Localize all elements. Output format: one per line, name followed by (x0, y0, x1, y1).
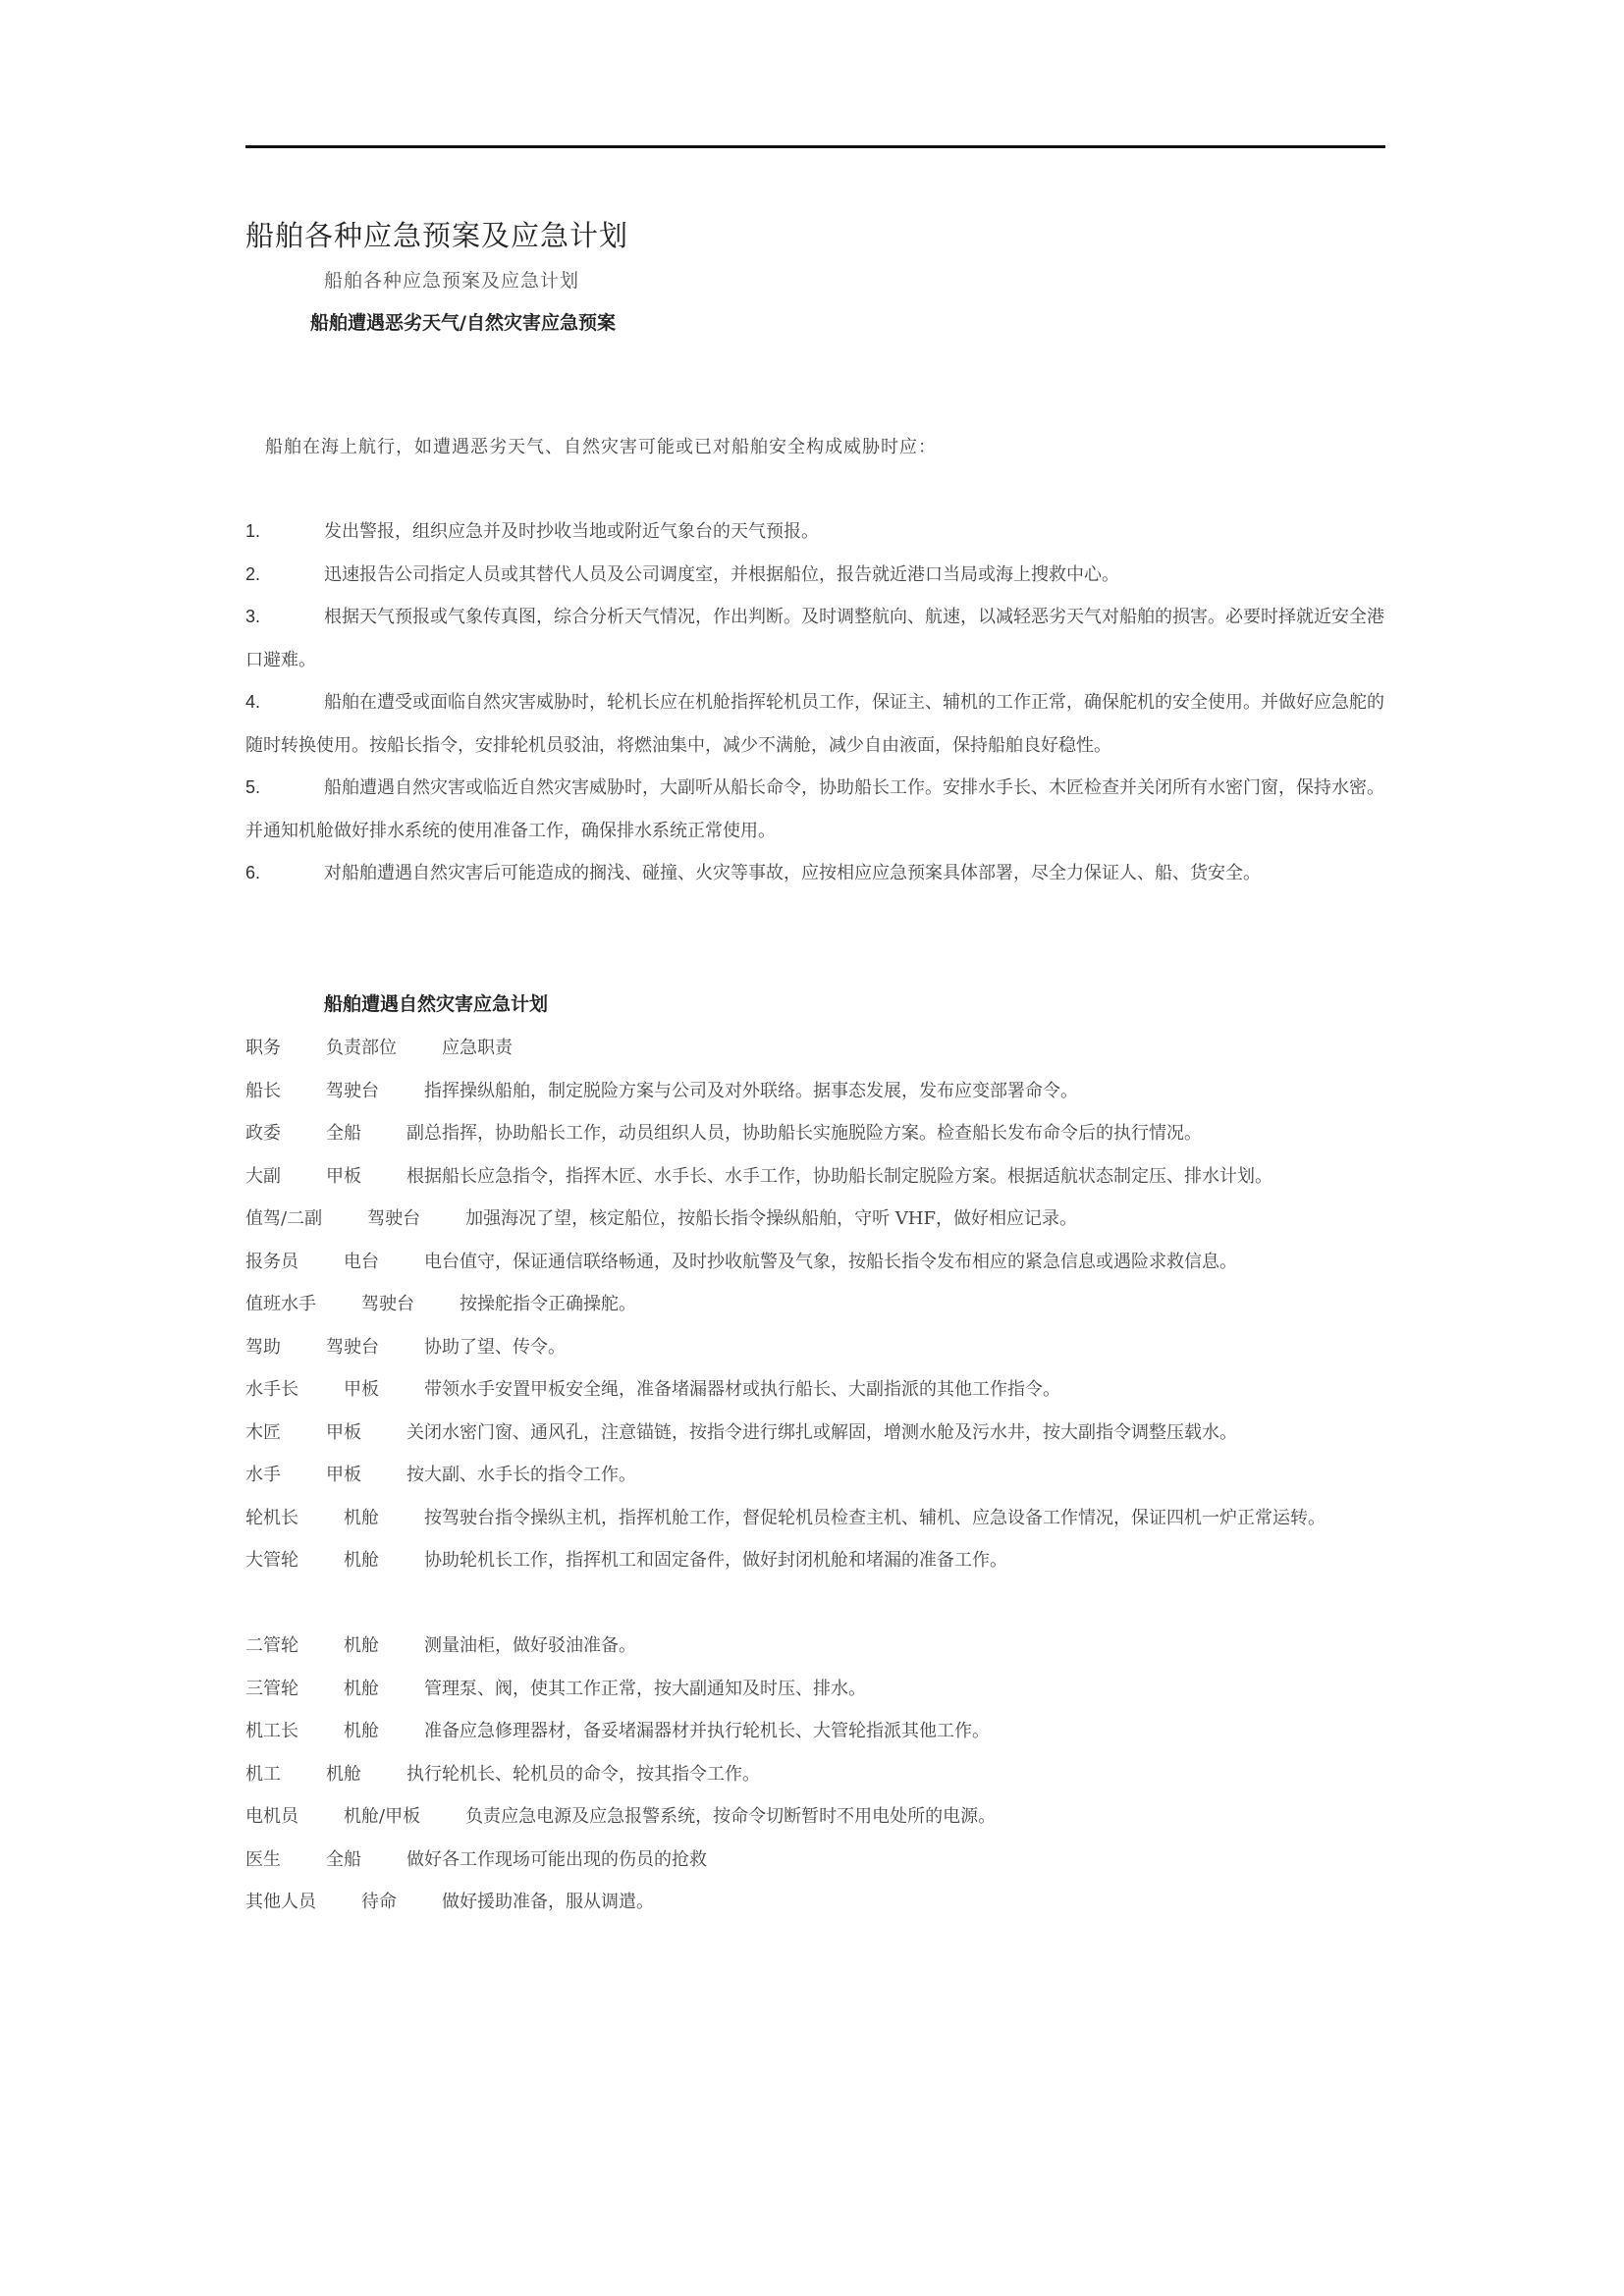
role: 电机员 (245, 1806, 298, 1827)
table-row (245, 1070, 1384, 1113)
location: 电台 (344, 1251, 379, 1272)
duty: 负责应急电源及应急报警系统，按命令切断暂时不用电处所的电源。 (465, 1806, 997, 1827)
table-row (245, 1198, 1384, 1241)
duty: 按大副、水手长的指令工作。 (406, 1465, 636, 1485)
role: 报务员 (245, 1251, 298, 1272)
column-header-duty: 应急职责 (442, 1038, 513, 1058)
role: 机工长 (245, 1721, 298, 1741)
intro-paragraph: 船舶在海上航行，如遭遇恶劣天气、自然灾害可能或已对船舶安全构成威胁时应： (265, 437, 937, 457)
duty: 执行轮机长、轮机员的命令，按其指令工作。 (406, 1763, 760, 1785)
location: 机舱/甲板 (344, 1806, 421, 1827)
duty: 电台值守，保证通信联络畅通，及时抄收航警及气象，按船长指令发布相应的紧急信息或遇险求救信息。 (424, 1251, 1237, 1272)
item-number: 6. (245, 863, 261, 882)
location: 机舱 (326, 1763, 361, 1785)
column-header-role: 职务 (245, 1038, 281, 1058)
duty: 根据船长应急指令，指挥木匠、水手长、水手工作，协助船长制定脱险方案。根据适航状态制定压、排水计划。 (406, 1165, 1272, 1187)
list-item (245, 596, 1384, 681)
numbered-list (245, 510, 1384, 895)
role: 其他人员 (245, 1892, 316, 1912)
location: 甲板 (326, 1465, 361, 1485)
table-row (245, 1753, 1384, 1796)
duty: 关闭水密门窗、通风孔，注意锚链，按指令进行绑扎或解固，增测水舱及污水井，按大副指令调整压载水。 (406, 1421, 1237, 1443)
location: 机舱 (344, 1678, 379, 1699)
duty: 准备应急修理器材，备妥堵漏器材并执行轮机长、大管轮指派其他工作。 (424, 1721, 990, 1741)
location: 驾驶台 (361, 1294, 414, 1314)
location: 驾驶台 (326, 1080, 379, 1101)
item-number: 2. (245, 563, 261, 584)
section-heading-disaster-plan: 船舶遭遇自然灾害应急计划 (324, 993, 549, 1015)
item-number: 1. (245, 521, 261, 541)
table-header (245, 1027, 1384, 1070)
location: 机舱 (344, 1507, 379, 1528)
location: 全船 (326, 1848, 361, 1870)
item-number: 4. (245, 692, 261, 712)
item-text: 船舶遭遇自然灾害或临近自然灾害威胁时，大副听从船长命令，协助船长工作。安排水手长、木匠检查并关闭所有水密门窗，保持水密。并通知机舱做好排水系统的使用准备工作，确保排水系统正常使用。 (245, 777, 1384, 841)
duty: 测量油柜，做好驳油准备。 (424, 1635, 636, 1656)
role: 政委 (245, 1123, 281, 1144)
role: 船长 (245, 1080, 281, 1101)
item-number: 5. (245, 777, 261, 797)
document-subtitle: 船舶各种应急预案及应急计划 (324, 270, 580, 292)
location: 甲板 (326, 1421, 361, 1443)
role: 三管轮 (245, 1678, 298, 1699)
role: 医生 (245, 1848, 281, 1870)
role: 水手长 (245, 1379, 298, 1400)
location: 甲板 (326, 1165, 361, 1187)
list-item (245, 767, 1384, 852)
role: 值班水手 (245, 1294, 316, 1314)
location: 驾驶台 (367, 1208, 421, 1229)
table-row (245, 1112, 1384, 1155)
table-row (245, 1241, 1384, 1284)
header-rule (245, 145, 1385, 148)
duty: 按驾驶台指令操纵主机，指挥机舱工作，督促轮机员检查主机、辅机、应急设备工作情况，保证四机一炉正常运转。 (424, 1507, 1326, 1528)
location: 机舱 (344, 1550, 379, 1571)
duty: 协助了望、传令。 (424, 1336, 566, 1358)
item-text: 船舶在遭受或面临自然灾害威胁时，轮机长应在机舱指挥轮机员工作，保证主、辅机的工作正常，确保舵机的安全使用。并做好应急舵的随时转换使用。按船长指令，安排轮机员驳油，将燃油集中，减少不满舱，减少自由液面，保持船舶良好稳性。 (245, 692, 1384, 756)
duty: 加强海况了望，核定船位，按船长指令操纵船舶，守听 VHF，做好相应记录。 (465, 1208, 1077, 1229)
item-text: 发出警报，组织应急并及时抄收当地或附近气象台的天气预报。 (324, 521, 819, 542)
table-row (245, 1454, 1384, 1497)
duty: 协助轮机长工作，指挥机工和固定备件，做好封闭机舱和堵漏的准备工作。 (424, 1550, 1007, 1571)
table-row (245, 1710, 1384, 1753)
location: 待命 (361, 1892, 397, 1912)
list-item (245, 852, 1384, 895)
item-number: 3. (245, 607, 261, 626)
duty: 做好援助准备，服从调遣。 (442, 1892, 654, 1912)
column-header-location: 负责部位 (326, 1038, 397, 1058)
table-row (245, 1795, 1384, 1839)
item-text: 对船舶遭遇自然灾害后可能造成的搁浅、碰撞、火灾等事故，应按相应应急预案具体部署，尽全力保证人、船、货安全。 (324, 863, 1261, 883)
location: 机舱 (344, 1721, 379, 1741)
duty-table (245, 1027, 1384, 1924)
location: 驾驶台 (326, 1336, 379, 1358)
duty: 管理泵、阀，使其工作正常，按大副通知及时压、排水。 (424, 1678, 866, 1699)
role: 木匠 (245, 1421, 281, 1443)
section-heading-weather-plan: 船舶遭遇恶劣天气/自然灾害应急预案 (310, 312, 616, 334)
table-row (245, 1881, 1384, 1924)
document-title: 船舶各种应急预案及应急计划 (245, 219, 629, 252)
duty: 做好各工作现场可能出现的伤员的抢救 (406, 1848, 707, 1870)
duty: 副总指挥，协助船长工作，动员组织人员，协助船长实施脱险方案。检查船长发布命令后的执行情况。 (406, 1123, 1202, 1144)
table-row (245, 1625, 1384, 1668)
list-item (245, 554, 1384, 597)
list-item (245, 510, 1384, 554)
list-item (245, 681, 1384, 767)
role: 轮机长 (245, 1507, 298, 1528)
role: 值驾/二副 (245, 1208, 323, 1229)
table-row (245, 1155, 1384, 1199)
location: 全船 (326, 1123, 361, 1144)
duty: 按操舵指令正确操舵。 (460, 1294, 636, 1314)
role: 驾助 (245, 1336, 281, 1358)
table-row (245, 1412, 1384, 1455)
role: 二管轮 (245, 1635, 298, 1656)
duty: 指挥操纵船舶，制定脱险方案与公司及对外联络。据事态发展，发布应变部署命令。 (424, 1080, 1078, 1101)
table-row (245, 1497, 1384, 1540)
item-text: 根据天气预报或气象传真图，综合分析天气情况，作出判断。及时调整航向、航速，以减轻恶劣天气对船舶的损害。必要时择就近安全港口避难。 (245, 607, 1384, 670)
blank-line (245, 1582, 1384, 1626)
role: 机工 (245, 1763, 281, 1785)
table-row (245, 1326, 1384, 1369)
role: 大管轮 (245, 1550, 298, 1571)
item-text: 迅速报告公司指定人员或其替代人员及公司调度室，并根据船位，报告就近港口当局或海上搜救中心。 (324, 563, 1119, 585)
location: 机舱 (344, 1635, 379, 1656)
role: 大副 (245, 1165, 281, 1187)
table-row (245, 1539, 1384, 1582)
duty: 带领水手安置甲板安全绳，准备堵漏器材或执行船长、大副指派的其他工作指令。 (424, 1379, 1060, 1400)
table-row (245, 1283, 1384, 1326)
table-row (245, 1839, 1384, 1882)
role: 水手 (245, 1465, 281, 1485)
table-row (245, 1668, 1384, 1711)
location: 甲板 (344, 1379, 379, 1400)
table-row (245, 1368, 1384, 1412)
